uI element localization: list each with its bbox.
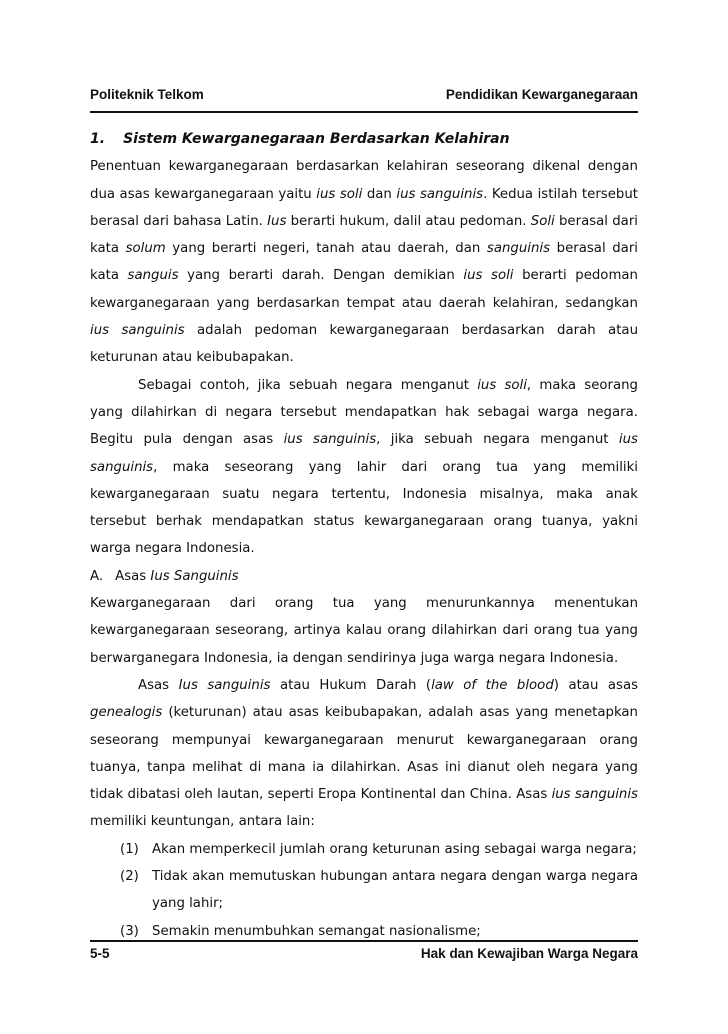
page-number: 5-5 <box>90 946 110 961</box>
list-item: (2) Tidak akan memutuskan hubungan antara negara dengan warga negara yang lahir; <box>120 869 638 912</box>
header-institution: Politeknik Telkom <box>90 87 204 102</box>
page-header <box>90 87 638 107</box>
section-a-heading <box>90 563 638 590</box>
footer-chapter-title: Hak dan Kewajiban Warga Negara <box>420 946 638 961</box>
section-a-title: Asas Ius Sanguinis <box>115 568 239 584</box>
section-1-paragraph-1: Penentuan kewarganegaraan berdasarkan kelahiran seseorang dikenal dengan dua asas kewarganegaraan yaitu ius soli dan ius sanguinis. Kedua istilah tersebut berasal dari bahasa Latin. Ius berarti hukum, dalil atau pedoman. Soli berasal dari kata solum yang berarti negeri, tanah atau daerah, dan sanguinis berasal dari kata sanguis yang berarti darah. Dengan demikian ius soli berarti pedoman kewarganegaraan yang berdasarkan tempat atau daerah kelahiran, sedangkan ius sanguinis adalah pedoman kewarganegaraan berdasarkan darah atau keturunan atau keibubapakan. <box>90 159 638 366</box>
header-rule <box>90 111 638 113</box>
section-a-letter: A. <box>90 568 104 584</box>
section-1-title: Sistem Kewarganegaraan Berdasarkan Kelahiran <box>123 131 510 147</box>
section-a-paragraph-1: Kewarganegaraan dari orang tua yang menurunkannya menentukan kewarganegaraan seseorang, artinya kalau orang dilahirkan dari orang tua yang berwarganegara Indonesia, ia dengan sendirinya juga warga negara Indonesia. <box>90 596 638 666</box>
section-1-paragraph-2: Sebagai contoh, jika sebuah negara menganut ius soli, maka seorang yang dilahirkan di negara tersebut mendapatkan hak sebagai warga negara. Begitu pula dengan asas ius sanguinis, jika sebuah negara menganut ius sanguinis, maka seseorang yang lahir dari orang tua yang memiliki kewarganegaraan suatu negara tertentu, Indonesia misalnya, maka anak tersebut berhak mendapatkan status kewarganegaraan orang tuanya, yakni warga negara Indonesia. <box>90 377 639 557</box>
footer-rule <box>90 940 638 942</box>
advantages-list <box>90 836 638 945</box>
header-course: Pendidikan Kewarganegaraan <box>445 87 638 102</box>
list-item: (3) Semakin menumbuhkan semangat nasionalisme; <box>120 923 481 939</box>
section-a-paragraph-2: Asas Ius sanguinis atau Hukum Darah (law of the blood) atau asas genealogis (keturunan) atau asas keibubapakan, adalah asas yang menetapkan seseorang mempunyai kewarganegaraan menurut kewarganegaraan orang tuanya, tanpa melihat di mana ia dilahirkan. Asas ini dianut oleh negara yang tidak dibatasi oleh lautan, seperti Eropa Kontinental dan China. Asas ius sanguinis memiliki keuntungan, antara lain: <box>90 677 639 830</box>
section-1-heading <box>90 126 638 153</box>
section-1-number: 1. <box>90 131 106 147</box>
list-item: (1) Akan memperkecil jumlah orang keturunan asing sebagai warga negara; <box>120 841 637 857</box>
page-footer <box>90 946 638 966</box>
page-body <box>90 126 638 945</box>
